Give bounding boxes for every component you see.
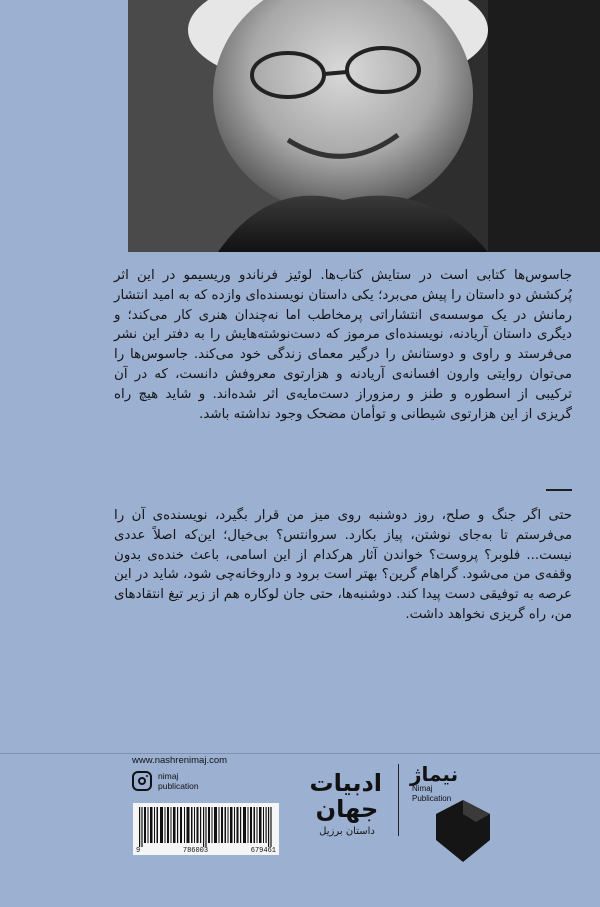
author-portrait-image bbox=[128, 0, 600, 252]
section-divider bbox=[546, 489, 572, 491]
publisher-bird-logo-icon bbox=[436, 800, 490, 862]
barcode-digit-group: 786003 bbox=[182, 847, 209, 855]
series-subtitle: داستان برزیل bbox=[319, 826, 375, 837]
barcode-bars bbox=[139, 807, 273, 847]
series-title-word2: جهان bbox=[315, 795, 379, 823]
series-logo bbox=[309, 769, 382, 837]
quote-paragraph: حتی اگر جنگ و صلح، روز دوشنبه روی میز من قرار بگیرد، نویسنده‌ی آن را می‌فرستم تا به‌جای نوشتن، پیاز بکارد. سروانتس؟ بی‌خیال؛ این‌که اصلاً عددی نیست... فلوبر؟ پروست؟ خواندن آثار هرکدام از این اسامی، باعث خنده‌ی بدون وقفه‌ی من می‌شود. گراهام گرین؟ بهتر است برود و داروخانه‌چی شود، شاید در این عرصه به توفیقی دست پیدا کند. دوشنبه‌ها، حتی جان لوکاره هم از زیر تیغ انتقادهای من، راه گریزی نخواهد داشت. bbox=[114, 508, 572, 622]
synopsis-paragraph: جاسوس‌ها کتابی است در ستایش کتاب‌ها. لوئیز فرناندو وریسیمو در این اثر پُرکشش دو داستان را پیش می‌برد؛ یکی داستان نویسنده‌ای وازده که به امید انتشار رمانش در یک موسسه‌ی انتشاراتی پرمخاطب اما نه‌چندان هنری کار می‌کند؛ و دیگری داستان آریادنه، نویسنده‌ای مرموز که دست‌نوشته‌هایش را به دفتر این نشر می‌فرستد و راوی و دوستانش را درگیر معمای زندگی خود می‌کند. جاسوس‌ها را می‌توان روایتی وارون افسانه‌ی آریادنه و هزارتوی معروفش دانست، که در آن ترکیبی از اسطوره و طنز و رمزوراز دست‌مایه‌ی اثر شده‌اند. و شاید هیچ راه گریزی از این هزارتوی شیطانی و توأمان مضحک وجود نداشته باشد. bbox=[114, 268, 572, 422]
instagram-handle bbox=[158, 771, 199, 791]
publisher-name: نیماژ bbox=[410, 762, 459, 786]
author-photo bbox=[128, 0, 600, 252]
publisher-latin-line2: Publication bbox=[412, 794, 452, 803]
publisher-latin-line1: Nimaj bbox=[412, 784, 433, 793]
barcode-digit-group: 679461 bbox=[250, 847, 276, 855]
logo-divider bbox=[398, 764, 399, 836]
instagram-handle-line2: publication bbox=[158, 781, 199, 791]
barcode-digit-group: 9 bbox=[136, 847, 141, 855]
instagram-handle-line1: nimaj bbox=[158, 771, 179, 781]
publisher-website: www.nashrenimaj.com bbox=[132, 755, 228, 766]
series-title-word1: ادبیات bbox=[309, 769, 382, 797]
isbn-barcode bbox=[133, 803, 279, 855]
barcode-digits bbox=[133, 847, 279, 855]
footer-divider bbox=[0, 753, 600, 754]
instagram-icon bbox=[132, 771, 152, 791]
